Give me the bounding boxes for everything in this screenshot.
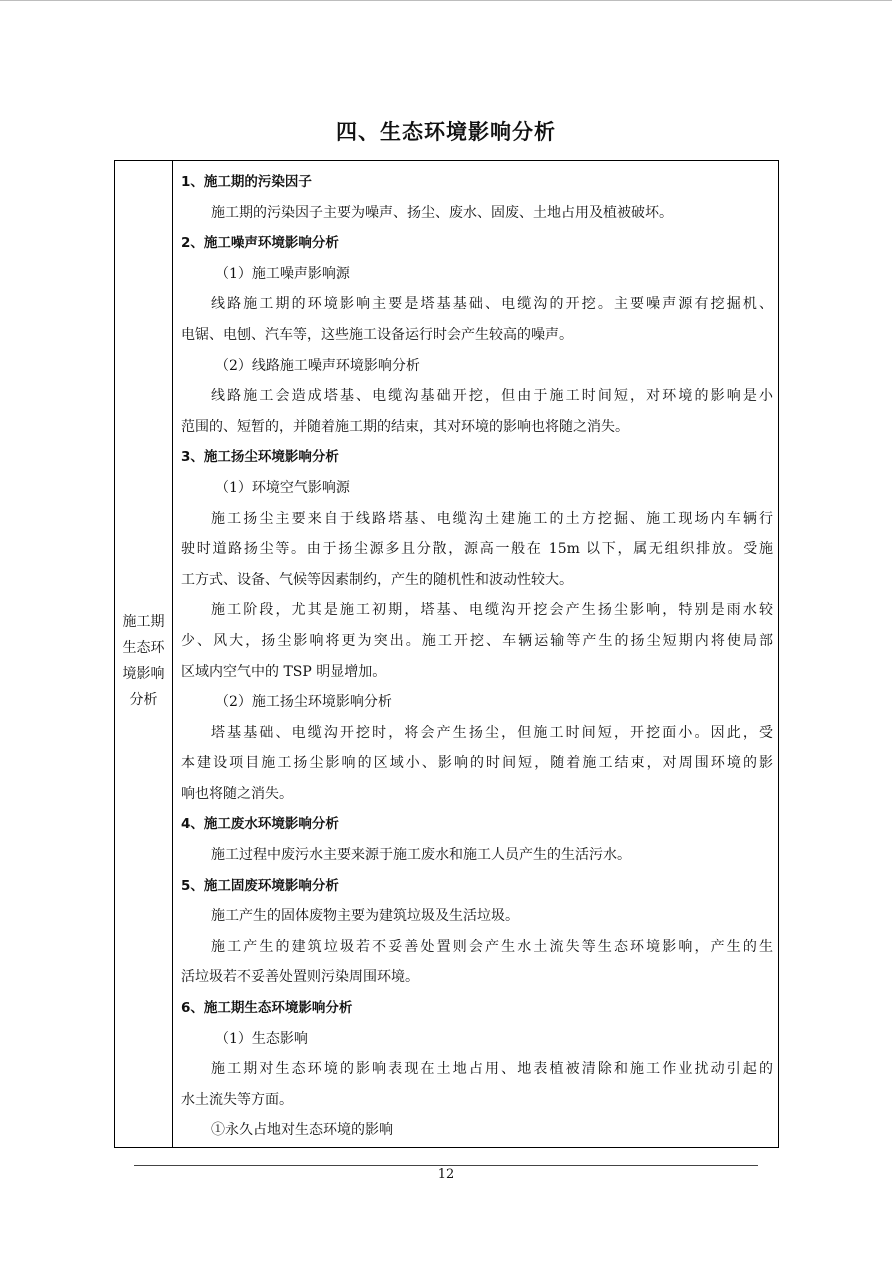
paragraph-line: 施工扬尘主要来自于线路塔基、电缆沟土建施工的土方挖掘、施工现场内车辆行 [211,510,773,527]
paragraph-line: ①永久占地对生态环境的影响 [211,1122,393,1139]
section-heading: 4、施工废水环境影响分析 [181,816,339,833]
page-top-border [0,0,892,1]
section-label-line: 施工期 [122,614,165,630]
paragraph-line: 施工产生的建筑垃圾若不妥善处置则会产生水土流失等生态环境影响，产生的生 [211,938,773,955]
subsection-heading: （1）环境空气影响源 [215,479,350,496]
paragraph-line: 响也将随之消失。 [181,785,293,802]
subsection-heading: （2）线路施工噪声环境影响分析 [215,357,420,374]
paragraph-line: 区域内空气中的 TSP 明显增加。 [181,663,387,680]
section-heading: 6、施工期生态环境影响分析 [181,1000,353,1017]
page-title: 四、生态环境影响分析 [336,120,556,144]
paragraph-line: 线路施工会造成塔基、电缆沟基础开挖，但由于施工时间短，对环境的影响是小 [211,388,773,405]
paragraph-line: 驶时道路扬尘等。由于扬尘源多且分散，源高一般在 15m 以下，属无组织排放。受施 [181,541,773,558]
paragraph-line: 电锯、电刨、汽车等，这些施工设备运行时会产生较高的噪声。 [181,326,573,343]
subsection-heading: （1）生态影响 [215,1030,308,1047]
subsection-heading: （2）施工扬尘环境影响分析 [215,694,392,711]
footer-divider [134,1165,758,1166]
paragraph-line: 施工过程中废污水主要来源于施工废水和施工人员产生的生活污水。 [211,847,631,864]
paragraph-line: 塔基基础、电缆沟开挖时，将会产生扬尘，但施工时间短，开挖面小。因此，受 [211,724,773,741]
table-content-column [181,167,773,1146]
paragraph-line: 活垃圾若不妥善处置则污染周围环境。 [181,969,419,986]
paragraph-line: 少、风大，扬尘影响将更为突出。施工开挖、车辆运输等产生的扬尘短期内将使局部 [181,632,773,649]
section-heading: 3、施工扬尘环境影响分析 [181,449,339,466]
paragraph-line: 工方式、设备、气候等因素制约，产生的随机性和波动性较大。 [181,571,573,588]
paragraph-line: 线路施工期的环境影响主要是塔基基础、电缆沟的开挖。主要噪声源有挖掘机、 [211,296,773,313]
paragraph-line: 水土流失等方面。 [181,1091,293,1108]
page-number: 12 [437,1167,455,1182]
subsection-heading: （1）施工噪声影响源 [215,265,350,282]
section-label-line: 分析 [129,692,158,708]
section-label [115,609,172,713]
section-label-line: 境影响 [122,666,165,682]
paragraph-line: 施工期的污染因子主要为噪声、扬尘、废水、固废、土地占用及植被破坏。 [211,204,673,221]
analysis-table [114,160,779,1148]
section-heading: 1、施工期的污染因子 [181,174,312,190]
section-heading: 5、施工固废环境影响分析 [181,877,339,894]
section-label-line: 生态环 [122,640,165,656]
table-label-column [115,161,173,1147]
paragraph-line: 施工期对生态环境的影响表现在土地占用、地表植被清除和施工作业扰动引起的 [211,1061,773,1078]
paragraph-line: 施工阶段，尤其是施工初期，塔基、电缆沟开挖会产生扬尘影响，特别是雨水较 [211,602,773,619]
paragraph-line: 施工产生的固体废物主要为建筑垃圾及生活垃圾。 [211,908,519,925]
paragraph-line: 本建设项目施工扬尘影响的区域小、影响的时间短，随着施工结束，对周围环境的影 [181,755,773,772]
section-heading: 2、施工噪声环境影响分析 [181,235,339,252]
paragraph-line: 范围的、短暂的，并随着施工期的结束，其对环境的影响也将随之消失。 [181,418,629,435]
